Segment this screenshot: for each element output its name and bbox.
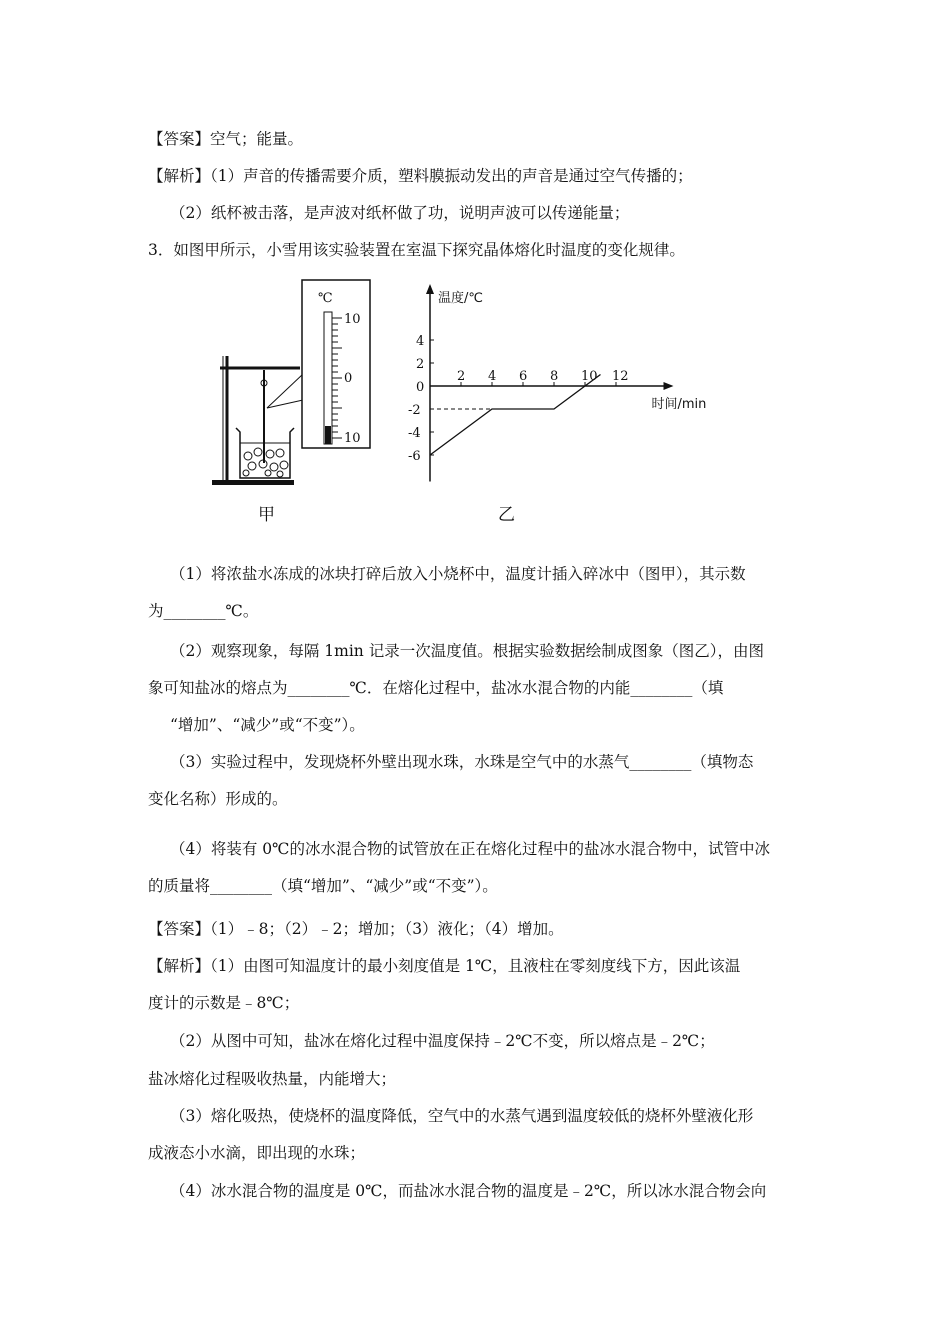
text-line: 的质量将________（填“增加”、“减少”或“不变”）。 bbox=[148, 877, 498, 895]
text-line: （3）实验过程中，发现烧杯外壁出现水珠，水珠是空气中的水蒸气________（填物态 bbox=[170, 753, 754, 771]
thermo-label-10: 10 bbox=[344, 312, 361, 327]
y-tick-label: -6 bbox=[408, 449, 421, 464]
text-line: 【答案】（1）﹣8；（2）﹣2；增加；（3）液化；（4）增加。 bbox=[148, 920, 564, 938]
y-tick-label: -2 bbox=[408, 403, 421, 418]
text-line: （4）冰水混合物的温度是 0℃，而盐冰水混合物的温度是﹣2℃，所以冰水混合物会向 bbox=[170, 1182, 767, 1200]
thermo-label-neg10: 10 bbox=[344, 431, 361, 446]
y-axis-arrow bbox=[426, 284, 434, 294]
text-line: 成液态小水滴，即出现的水珠； bbox=[148, 1144, 366, 1162]
text-line: 【解析】（1）由图可知温度计的最小刻度值是 1℃，且液柱在零刻度线下方，因此该温 bbox=[148, 957, 741, 975]
text-line: （4）将装有 0℃的冰水混合物的试管放在正在熔化过程中的盐冰水混合物中，试管中冰 bbox=[170, 840, 770, 858]
x-tick-label: 12 bbox=[612, 369, 629, 384]
text-line: 变化名称）形成的。 bbox=[148, 790, 288, 808]
text-line: （2）纸杯被击落，是声波对纸杯做了功，说明声波可以传递能量； bbox=[170, 204, 630, 222]
y-tick-label: -4 bbox=[408, 426, 421, 441]
experiment-figure bbox=[210, 278, 770, 538]
text-line: 3．如图甲所示，小雪用该实验装置在室温下探究晶体熔化时温度的变化规律。 bbox=[148, 241, 685, 259]
thermo-label-0: 0 bbox=[344, 371, 353, 386]
x-tick-label: 8 bbox=[550, 369, 559, 384]
apparatus-diagram bbox=[210, 278, 380, 493]
x-tick-label: 10 bbox=[581, 369, 598, 384]
text-line: （2）观察现象，每隔 1min 记录一次温度值。根据实验数据绘制成图象（图乙），由图 bbox=[170, 642, 764, 660]
text-line: 【解析】（1）声音的传播需要介质，塑料膜振动发出的声音是通过空气传播的； bbox=[148, 167, 693, 185]
y-tick-label: 2 bbox=[416, 357, 425, 372]
figure-label-yi: 乙 bbox=[498, 505, 515, 525]
x-tick-label: 2 bbox=[457, 369, 466, 384]
x-axis-label: 时间/min bbox=[651, 397, 707, 412]
text-line: （2）从图中可知，盐冰在熔化过程中温度保持﹣2℃不变，所以熔点是﹣2℃； bbox=[170, 1032, 715, 1050]
text-line: （1）将浓盐水冻成的冰块打碎后放入小烧杯中，温度计插入碎冰中（图甲），其示数 bbox=[170, 565, 746, 583]
crushed-ice bbox=[243, 448, 288, 477]
y-tick-label: 4 bbox=[416, 334, 425, 349]
text-line: 【答案】空气；能量。 bbox=[148, 130, 304, 148]
y-axis-label: 温度/℃ bbox=[438, 291, 483, 306]
x-tick-label: 6 bbox=[519, 369, 528, 384]
text-line: 为________℃。 bbox=[148, 602, 259, 620]
x-axis-arrow bbox=[664, 382, 674, 390]
text-line: 盐冰熔化过程吸收热量，内能增大； bbox=[148, 1070, 397, 1088]
stand-base bbox=[212, 480, 294, 485]
text-line: 象可知盐冰的熔点为________℃．在熔化过程中，盐冰水混合物的内能________（填 bbox=[148, 679, 724, 697]
text-line: “增加”、“减少”或“不变”）。 bbox=[170, 716, 365, 734]
x-tick-label: 4 bbox=[488, 369, 497, 384]
text-line: 度计的示数是﹣8℃； bbox=[148, 994, 300, 1012]
thermometer-unit: ℃ bbox=[318, 291, 333, 306]
figure-label-jia: 甲 bbox=[258, 505, 275, 525]
y-tick-label: 0 bbox=[416, 380, 425, 395]
thermometer-liquid-column bbox=[325, 426, 331, 444]
thermometer-zoom-panel bbox=[302, 280, 370, 448]
temperature-time-chart bbox=[400, 278, 740, 493]
text-line: （3）熔化吸热，使烧杯的温度降低，空气中的水蒸气遇到温度较低的烧杯外壁液化形 bbox=[170, 1107, 754, 1125]
